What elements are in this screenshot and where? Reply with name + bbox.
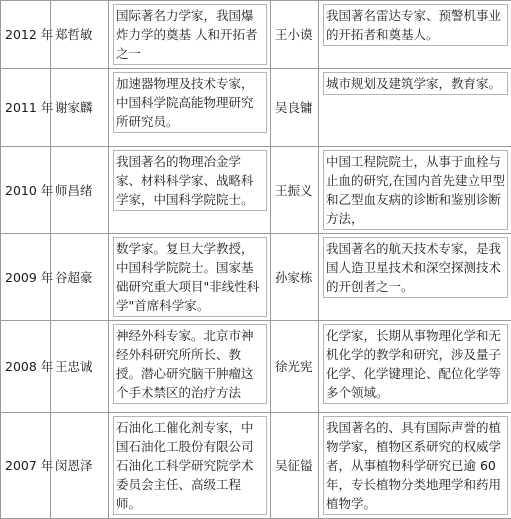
laureate-name: 谢家麟 xyxy=(51,69,109,147)
laureate-description xyxy=(319,321,511,413)
year-cell: 2012 年 xyxy=(1,1,51,69)
description-box: 城市规划及建筑学家，教育家。 xyxy=(323,72,508,95)
laureate-name: 王振义 xyxy=(271,147,319,234)
description-box: 国际著名力学家，我国爆炸力学的奠基 人和开拓者之一 xyxy=(113,4,267,65)
year-cell: 2009 年 xyxy=(1,234,51,321)
laureate-description xyxy=(109,69,271,147)
laureate-name: 郑哲敏 xyxy=(51,1,109,69)
description-box: 我国著名的物理冶金学家、材料科学家、战略科学家，中国科学院院士。 xyxy=(113,150,267,211)
description-box: 加速器物理及技术专家，中国科学院高能物理研究所研究员。 xyxy=(113,72,267,133)
description-box: 我国著名的、具有国际声誉的植物学家，植物区系研究的权威学者，从事植物科学研究已逾 60 年，专长植物分类地理学和药用植物学。 xyxy=(323,416,508,515)
year-cell: 2011 年 xyxy=(1,69,51,147)
table-row xyxy=(1,413,511,519)
table-row xyxy=(1,234,511,321)
laureate-description xyxy=(109,413,271,519)
description-box: 我国著名的航天技术专家，是我国人造卫星技术和深空探测技术的开创者之一。 xyxy=(323,237,508,298)
laureate-description xyxy=(319,413,511,519)
description-box: 化学家，长期从事物理化学和无机化学的教学和研究，涉及量子化学、化学键理论、配位化学等 多个领域。 xyxy=(323,324,508,404)
table-row xyxy=(1,321,511,413)
laureate-name: 王忠诚 xyxy=(51,321,109,413)
laureate-name: 徐光宪 xyxy=(271,321,319,413)
laureate-name: 谷超豪 xyxy=(51,234,109,321)
description-box: 石油化工催化剂专家，中国石油化工股份有限公司石油化工科学研究院学术委员会主任、高级工程师。 xyxy=(113,416,267,515)
table-row xyxy=(1,69,511,147)
laureate-name: 吴征镒 xyxy=(271,413,319,519)
year-cell: 2007 年 xyxy=(1,413,51,519)
table-row xyxy=(1,147,511,234)
year-cell: 2008 年 xyxy=(1,321,51,413)
laureate-description xyxy=(319,234,511,321)
description-box: 神经外科专家。北京市神经外科研究所所长、教授。潜心研究脑干肿瘤这个手术禁区的治疗方法 xyxy=(113,324,267,404)
description-box: 数学家。复旦大学教授，中国科学院院士。国家基础研究重大项目"非线性科学"首席科学家。 xyxy=(113,237,267,317)
laureate-description xyxy=(109,1,271,69)
laureate-name: 孙家栋 xyxy=(271,234,319,321)
table-row xyxy=(1,1,511,69)
description-box: 我国著名雷达专家、预警机事业的开拓者和奠基人。 xyxy=(323,4,508,46)
laureate-name: 闵恩泽 xyxy=(51,413,109,519)
laureate-description xyxy=(109,234,271,321)
description-box: 中国工程院院士，从事于血栓与止血的研究,在国内首先建立甲型和乙型血友病的诊断和鉴别诊断方法， xyxy=(323,150,508,230)
year-cell: 2010 年 xyxy=(1,147,51,234)
laureate-description xyxy=(319,147,511,234)
laureate-description xyxy=(319,69,511,147)
laureate-name: 师昌绪 xyxy=(51,147,109,234)
laureate-description xyxy=(109,147,271,234)
laureate-name: 吴良镛 xyxy=(271,69,319,147)
laureate-description xyxy=(319,1,511,69)
laureate-description xyxy=(109,321,271,413)
laureate-name: 王小谟 xyxy=(271,1,319,69)
